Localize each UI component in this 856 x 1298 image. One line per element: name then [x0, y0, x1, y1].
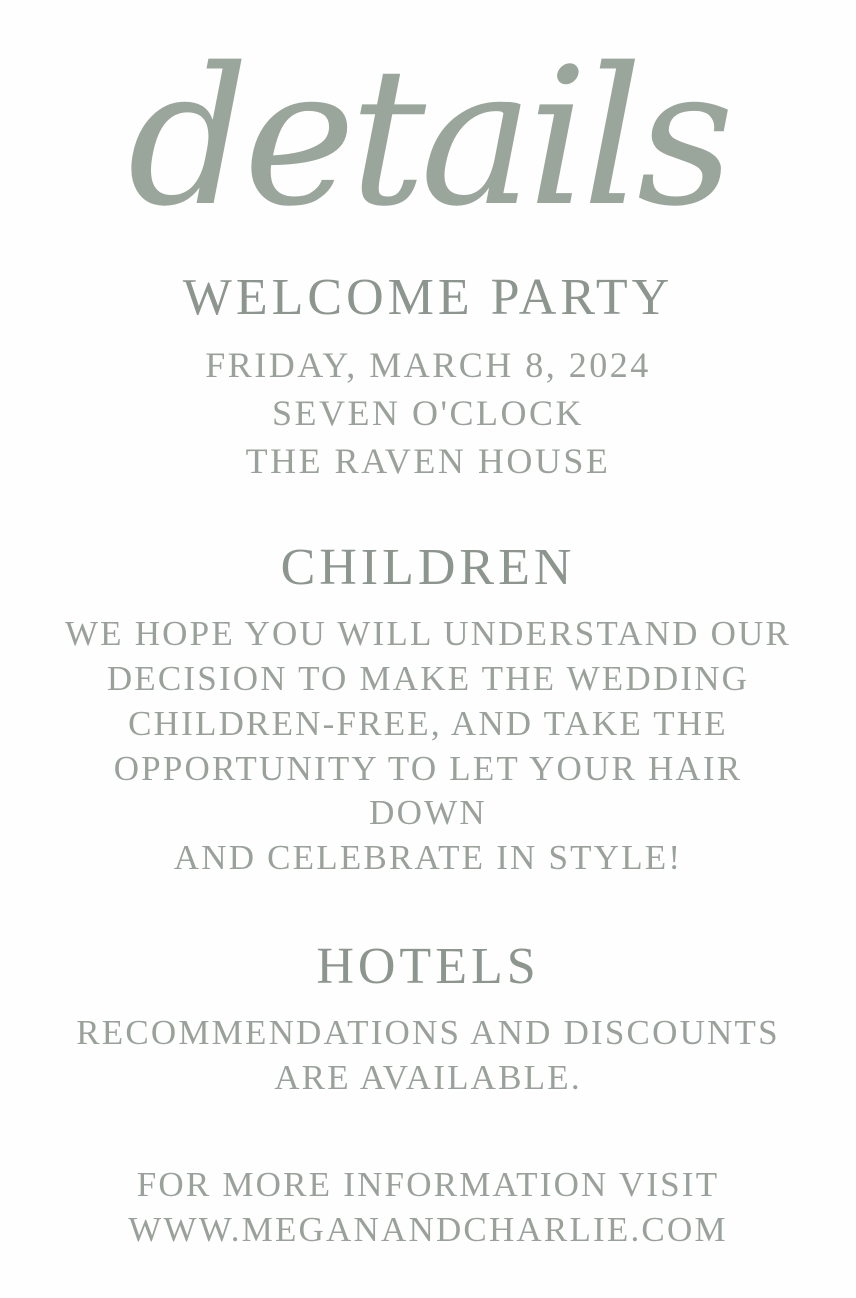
section-heading-welcome-party: WELCOME PARTY — [182, 269, 674, 326]
section-welcome-party — [0, 268, 856, 486]
script-title — [0, 18, 856, 268]
section-heading-children: CHILDREN — [280, 538, 576, 596]
hotels-line-2: ARE AVAILABLE. — [274, 1058, 582, 1098]
footer-line-1: FOR MORE INFORMATION VISIT — [136, 1164, 720, 1204]
children-line-1: WE HOPE YOU WILL UNDERSTAND OUR — [64, 614, 792, 654]
children-line-2: DECISION TO MAKE THE WEDDING — [106, 659, 750, 699]
children-line-3: CHILDREN-FREE, AND TAKE THE — [128, 703, 728, 743]
section-children — [0, 538, 856, 881]
welcome-party-line-1: FRIDAY, MARCH 8, 2024 — [205, 345, 651, 386]
hotels-line-1: RECOMMENDATIONS AND DISCOUNTS — [76, 1013, 780, 1053]
welcome-party-line-3: THE RAVEN HOUSE — [245, 441, 611, 482]
section-heading-hotels: HOTELS — [316, 938, 540, 996]
footer-website: WWW.MEGANANDCHARLIE.COM — [128, 1209, 728, 1249]
children-line-4: OPPORTUNITY TO LET YOUR HAIR DOWN — [113, 748, 743, 833]
section-hotels — [0, 937, 856, 1101]
script-title-text: details — [127, 27, 729, 248]
welcome-party-line-2: SEVEN O'CLOCK — [272, 393, 584, 434]
footer-info — [58, 1163, 798, 1253]
children-line-5: AND CELEBRATE IN STYLE! — [173, 838, 683, 878]
